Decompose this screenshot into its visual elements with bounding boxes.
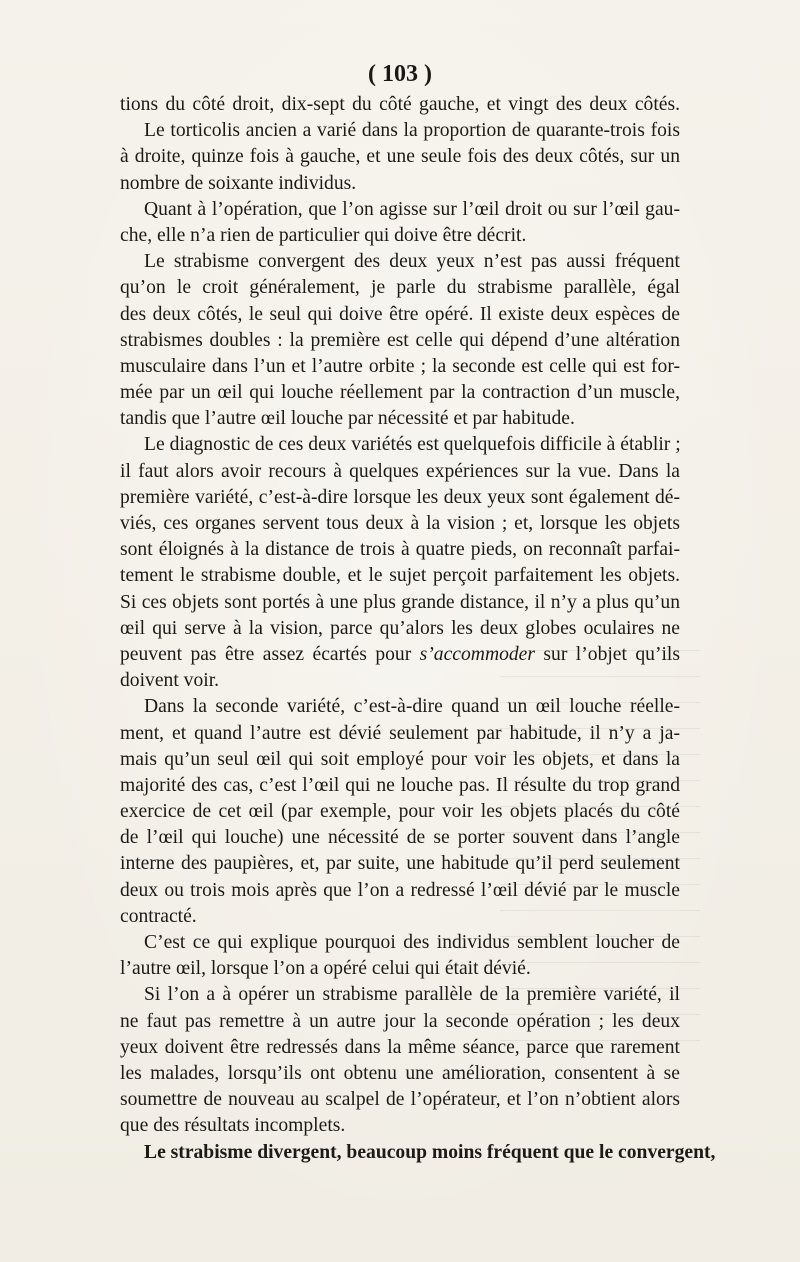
text-line: [120, 1113, 680, 1139]
text-line-content: mée par un œil qui louche réellement par la contraction d’un muscle,: [120, 382, 680, 404]
text-line: [120, 1035, 680, 1061]
text-line-content: Si ces objets sont portés à une plus grande distance, il n’y a plus qu’un: [120, 591, 680, 613]
text-line-content: Si l’on a à opérer un strabisme parallèle de la première variété, il: [144, 984, 680, 1006]
text-line-content: tions du côté droit, dix-sept du côté gauche, et vingt des deux côtés.: [120, 94, 680, 115]
text-line: [120, 118, 680, 144]
text-line-content: nombre de soixante individus.: [120, 172, 357, 194]
text-line: [120, 956, 680, 982]
text-line-continuation: sur l’objet qu’ils: [535, 643, 680, 665]
text-line: [120, 1061, 680, 1087]
text-line: [120, 773, 680, 799]
text-line-content: exercice de cet œil (par exemple, pour voir les objets placés du côté: [120, 801, 680, 823]
text-line-content: mais qu’un seul œil qui soit employé pour voir les objets, et dans la: [120, 748, 680, 770]
text-line: [120, 563, 680, 589]
text-line-content: de l’œil qui louche) une nécessité de se porter souvent dans l’angle: [120, 827, 680, 849]
text-line-content: doivent voir.: [120, 670, 220, 692]
text-line: [120, 432, 680, 458]
text-line: [120, 747, 680, 773]
text-line-content: viés, ces organes servent tous deux à la vision ; et, lorsque les objets: [120, 513, 680, 534]
text-line: [120, 642, 680, 668]
text-line: [120, 223, 680, 249]
text-line-content: des deux côtés, le seul qui doive être opéré. Il existe deux espèces de: [120, 303, 680, 325]
text-line-content: à droite, quinze fois à gauche, et une seule fois des deux côtés, sur un: [120, 146, 680, 168]
text-line: [120, 1087, 680, 1113]
text-line-content: majorité des cas, c’est l’œil qui ne louche pas. Il résulte du trop grand: [120, 774, 680, 796]
text-line: [120, 328, 680, 354]
text-line-content: strabismes doubles : la première est celle qui dépend d’une altération: [120, 329, 680, 351]
text-line: [120, 380, 680, 406]
text-line-content: tandis que l’autre œil louche par nécessité et par habitude.: [120, 408, 575, 430]
text-line: [120, 171, 680, 197]
text-line: [120, 721, 680, 747]
text-line-content: il faut alors avoir recours à quelques expériences sur la vue. Dans la: [120, 460, 680, 482]
text-line-content: che, elle n’a rien de particulier qui doive être décrit.: [120, 224, 527, 246]
text-line: [120, 249, 680, 275]
text-line-content: qu’on le croit généralement, je parle du strabisme parallèle, égal: [120, 277, 680, 299]
text-line: [120, 982, 680, 1008]
text-line: [120, 197, 680, 223]
text-line: [120, 590, 680, 616]
text-line: [120, 616, 680, 642]
text-line-content: musculaire dans l’un et l’autre orbite ; la seconde est celle qui est for-: [120, 355, 680, 377]
text-line: [120, 799, 680, 825]
text-line: [120, 1009, 680, 1035]
text-line-content: Le strabisme divergent, beaucoup moins fréquent que le convergent,: [144, 1141, 716, 1163]
text-line-content: peuvent pas être assez écartés pour: [120, 643, 420, 665]
text-line: [120, 694, 680, 720]
text-line: [120, 1140, 716, 1166]
text-line-content: Le diagnostic de ces deux variétés est quelquefois difficile à établir ;: [144, 434, 681, 456]
body-text: [120, 92, 716, 1166]
text-line-content: tement le strabisme double, et le sujet perçoit parfaitement les objets.: [120, 565, 680, 587]
text-line-content: Quant à l’opération, que l’on agisse sur l’œil droit ou sur l’œil gau-: [144, 198, 680, 220]
text-line-content: que des résultats incomplets.: [120, 1115, 346, 1137]
text-line-content: sont éloignés à la distance de trois à quatre pieds, on reconnaît parfai-: [120, 539, 680, 561]
text-line: [120, 930, 680, 956]
text-line-content: ment, et quand l’autre est dévié seulement par habitude, il n’y a ja-: [120, 722, 680, 744]
text-line-content: les malades, lorsqu’ils ont obtenu une amélioration, consentent à se: [120, 1062, 680, 1084]
text-line: [120, 668, 680, 694]
text-line-content: Le strabisme convergent des deux yeux n’est pas aussi fréquent: [144, 251, 680, 273]
text-line-content: yeux doivent être redressés dans la même séance, parce que rarement: [120, 1036, 680, 1058]
text-line-content: œil qui serve à la vision, parce qu’alors les deux globes oculaires ne: [120, 617, 680, 639]
text-line: [120, 92, 680, 118]
text-line: [120, 144, 680, 170]
text-line-content: ne faut pas remettre à un autre jour la seconde opération ; les deux: [120, 1010, 680, 1032]
text-line: [120, 485, 680, 511]
text-line: [120, 904, 680, 930]
text-line-content: l’autre œil, lorsque l’on a opéré celui qui était dévié.: [120, 958, 531, 980]
text-line-content: soumettre de nouveau au scalpel de l’opérateur, et l’on n’obtient alors: [120, 1089, 680, 1111]
page-number: ( 103 ): [368, 61, 432, 87]
text-line: [120, 275, 680, 301]
text-line-content: C’est ce qui explique pourquoi des individus semblent loucher de: [144, 932, 680, 953]
text-line: [120, 825, 680, 851]
text-line: [120, 537, 680, 563]
text-line-content: interne des paupières, et, par suite, une habitude qu’il perd seulement: [120, 853, 680, 875]
text-line: [120, 354, 680, 380]
text-line: [120, 511, 680, 537]
text-line: [120, 459, 680, 485]
text-line-content: Dans la seconde variété, c’est-à-dire quand un œil louche réelle-: [144, 696, 680, 718]
text-line-content: contracté.: [120, 905, 197, 927]
text-line-content: première variété, c’est-à-dire lorsque les deux yeux sont également dé-: [120, 486, 680, 508]
text-line: [120, 878, 680, 904]
italic-term: s’accommoder: [419, 643, 536, 665]
text-line: [120, 302, 680, 328]
text-line: [120, 406, 680, 432]
text-line-content: Le torticolis ancien a varié dans la proportion de quarante-trois fois: [144, 120, 680, 142]
text-line-content: deux ou trois mois après que l’on a redressé l’œil dévié par le muscle: [120, 879, 680, 901]
text-line: [120, 851, 680, 877]
